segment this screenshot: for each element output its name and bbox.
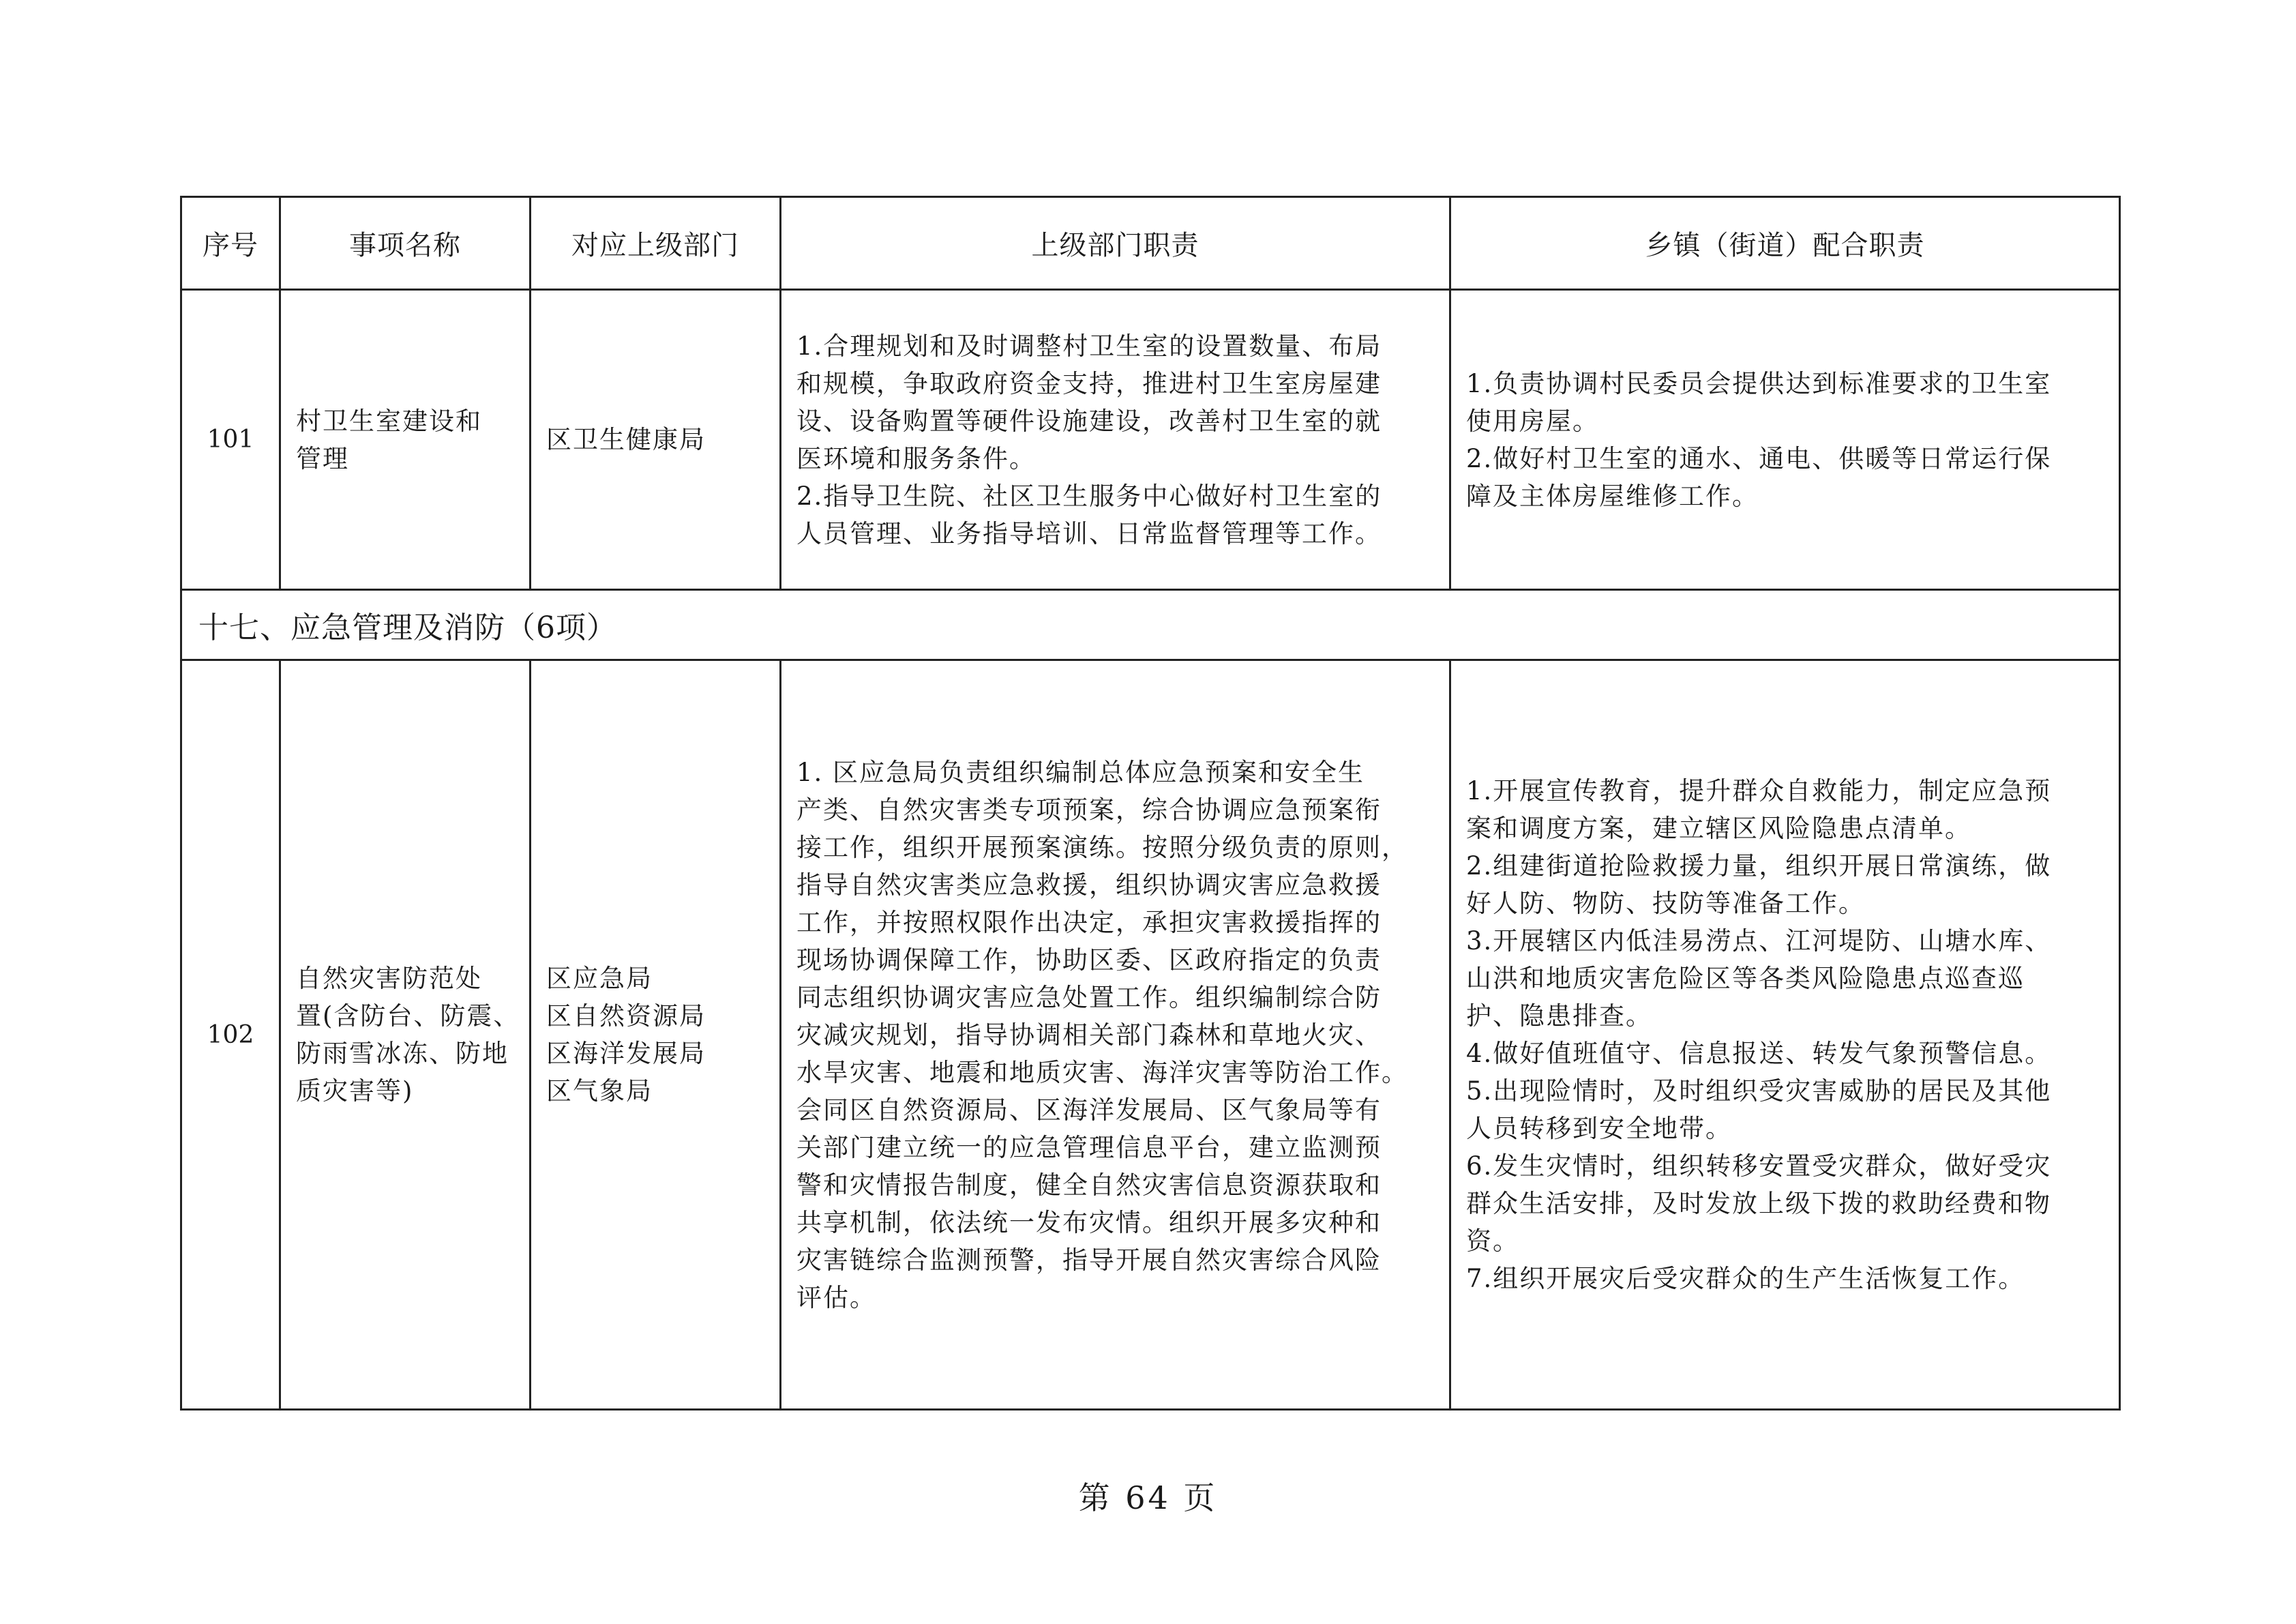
text-line: 灾害链综合监测预警，指导开展自然灾害综合风险 [796,1245,1382,1275]
text-line: 和规模，争取政府资金支持，推进村卫生室房屋建 [796,368,1382,398]
row-town-duties [1450,290,2120,590]
header-upper-dept: 对应上级部门 [531,197,781,290]
text-line: 7.组织开展灾后受灾群众的生产生活恢复工作。 [1466,1264,2025,1293]
text-line: 1.合理规划和及时调整村卫生室的设置数量、布局 [796,331,1382,361]
row-seq: 102 [181,660,280,1410]
text-line: 共享机制，依法统一发布灾情。组织开展多灾种和 [796,1207,1382,1237]
row-upper-duties [781,290,1450,590]
text-line: 评估。 [796,1282,876,1312]
text-line: 2.指导卫生院、社区卫生服务中心做好村卫生室的 [796,481,1382,511]
text-line: 区应急局 [546,964,653,993]
row-upper-duties [781,660,1450,1410]
text-line: 置(含防台、防震、 [296,1001,520,1031]
text-line: 区卫生健康局 [546,425,706,454]
text-line: 区自然资源局 [546,1001,706,1031]
text-line: 使用房屋。 [1466,406,1599,436]
text-line: 护、隐患排查。 [1466,1001,1652,1031]
row-item-name [280,290,531,590]
text-line: 案和调度方案，建立辖区风险隐患点清单。 [1466,814,1971,843]
text-line: 指导自然灾害类应急救援，组织协调灾害应急救援 [796,870,1382,900]
text-line: 4.做好值班值守、信息报送、转发气象预警信息。 [1466,1039,2052,1068]
text-line: 好人防、物防、技防等准备工作。 [1466,889,1865,918]
text-line: 资。 [1466,1226,1519,1256]
text-line: 管理 [296,443,349,473]
text-line: 灾减灾规划，指导协调相关部门森林和草地火灾、 [796,1020,1382,1050]
text-line: 警和灾情报告制度，健全自然灾害信息资源获取和 [796,1170,1382,1200]
row-upper-dept [531,660,781,1410]
text-line: 障及主体房屋维修工作。 [1466,481,1759,511]
text-line: 群众生活安排，及时发放上级下拨的救助经费和物 [1466,1189,2051,1218]
text-line: 水旱灾害、地震和地质灾害、海洋灾害等防治工作。 [796,1057,1408,1087]
header-town-duties: 乡镇（街道）配合职责 [1450,197,2120,290]
text-line: 同志组织协调灾害应急处置工作。组织编制综合防 [796,982,1382,1012]
text-line: 防雨雪冰冻、防地 [296,1039,509,1068]
row-seq: 101 [181,290,280,590]
table-row [181,660,2120,1410]
text-line: 质灾害等) [296,1076,414,1106]
header-upper-duties: 上级部门职责 [781,197,1450,290]
row-town-duties [1450,660,2120,1410]
text-line: 人员转移到安全地带。 [1466,1114,1732,1143]
text-line: 设、设备购置等硬件设施建设，改善村卫生室的就 [796,406,1382,436]
text-line: 5.出现险情时，及时组织受灾害威胁的居民及其他 [1466,1076,2052,1106]
header-seq: 序号 [181,197,280,290]
text-line: 1. 区应急局负责组织编制总体应急预案和安全生 [796,757,1365,787]
responsibility-table [180,196,2121,1411]
text-line: 接工作，组织开展预案演练。按照分级负责的原则， [796,832,1408,862]
text-line: 会同区自然资源局、区海洋发展局、区气象局等有 [796,1095,1382,1125]
section-row [181,590,2120,660]
text-line: 自然灾害防范处 [296,964,482,993]
text-line: 1.开展宣传教育，提升群众自救能力，制定应急预 [1466,776,2052,806]
text-line: 工作，并按照权限作出决定，承担灾害救援指挥的 [796,907,1382,937]
text-line: 2.做好村卫生室的通水、通电、供暖等日常运行保 [1466,443,2052,473]
text-line: 人员管理、业务指导培训、日常监督管理等工作。 [796,518,1382,548]
table-header-row [181,197,2120,290]
text-line: 关部门建立统一的应急管理信息平台，建立监测预 [796,1132,1382,1162]
text-line: 6.发生灾情时，组织转移安置受灾群众，做好受灾 [1466,1151,2052,1181]
section-title: 十七、应急管理及消防（6项） [181,590,2120,660]
text-line: 3.开展辖区内低洼易涝点、江河堤防、山塘水库、 [1466,926,2052,956]
row-item-name [280,660,531,1410]
page-number: 第 64 页 [1078,1479,1218,1516]
header-item-name: 事项名称 [280,197,531,290]
text-line: 产类、自然灾害类专项预案，综合协调应急预案衔 [796,795,1382,825]
row-upper-dept [531,290,781,590]
text-line: 区海洋发展局 [546,1039,706,1068]
text-line: 山洪和地质灾害危险区等各类风险隐患点巡查巡 [1466,964,2025,993]
text-line: 村卫生室建设和 [296,406,482,436]
text-line: 医环境和服务条件。 [796,443,1036,473]
table-row [181,290,2120,590]
text-line: 2.组建街道抢险救援力量，组织开展日常演练，做 [1466,851,2052,881]
text-line: 区气象局 [546,1076,653,1106]
text-line: 现场协调保障工作，协助区委、区政府指定的负责 [796,945,1382,975]
text-line: 1.负责协调村民委员会提供达到标准要求的卫生室 [1466,368,2052,398]
